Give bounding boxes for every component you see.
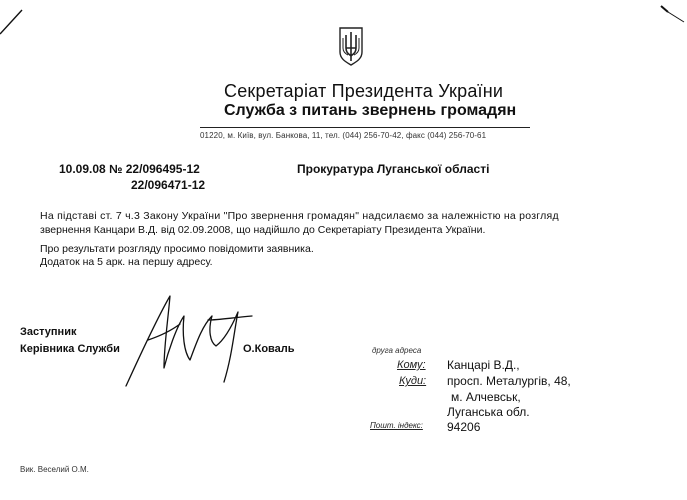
corner-mark bbox=[648, 0, 687, 30]
body-paragraph: звернення Канцари В.Д. від 02.09.2008, що надійшло до Секретаріату Президента України. bbox=[40, 224, 486, 236]
signatory-name: О.Коваль bbox=[243, 343, 295, 355]
coat-of-arms-icon bbox=[338, 26, 364, 66]
org-subtitle: Служба з питань звернень громадян bbox=[224, 102, 517, 119]
org-title: Секретаріат Президента України bbox=[224, 81, 504, 101]
reference-number: 10.09.08 № 22/096495-12 bbox=[59, 162, 200, 176]
body-paragraph: Про результати розгляду просимо повідомити заявника. bbox=[40, 243, 314, 255]
postal-index-value: 94206 bbox=[447, 420, 481, 434]
signatory-title: Заступник bbox=[20, 326, 77, 338]
handwritten-signature bbox=[120, 290, 260, 390]
header-divider bbox=[200, 127, 530, 128]
address-label: Куди: bbox=[399, 375, 427, 387]
signatory-title: Керівника Служби bbox=[20, 343, 120, 355]
postal-index-label: Пошт. індекс: bbox=[370, 421, 423, 430]
reference-number-secondary: 22/096471-12 bbox=[131, 178, 206, 192]
addressee: Прокуратура Луганської області bbox=[297, 162, 490, 176]
recipient-label: Кому: bbox=[397, 359, 426, 371]
corner-mark bbox=[0, 0, 40, 40]
address-region: Луганська обл. bbox=[447, 405, 530, 419]
second-address-caption: друга адреса bbox=[372, 346, 422, 355]
executor-note: Вик. Веселий О.М. bbox=[20, 465, 89, 474]
address-city: м. Алчевськ, bbox=[451, 390, 521, 404]
org-contacts: 01220, м. Київ, вул. Банкова, 11, тел. (044) 256-70-42, факс (044) 256-70-61 bbox=[200, 131, 487, 140]
body-paragraph: На підставі ст. 7 ч.3 Закону України "Про звернення громадян" надсилаємо за належністю на розгляд bbox=[40, 210, 559, 222]
recipient-name: Канцарі В.Д., bbox=[447, 358, 520, 372]
attachment-note: Додаток на 5 арк. на першу адресу. bbox=[40, 256, 213, 268]
address-street: просп. Металургів, 48, bbox=[447, 374, 571, 388]
